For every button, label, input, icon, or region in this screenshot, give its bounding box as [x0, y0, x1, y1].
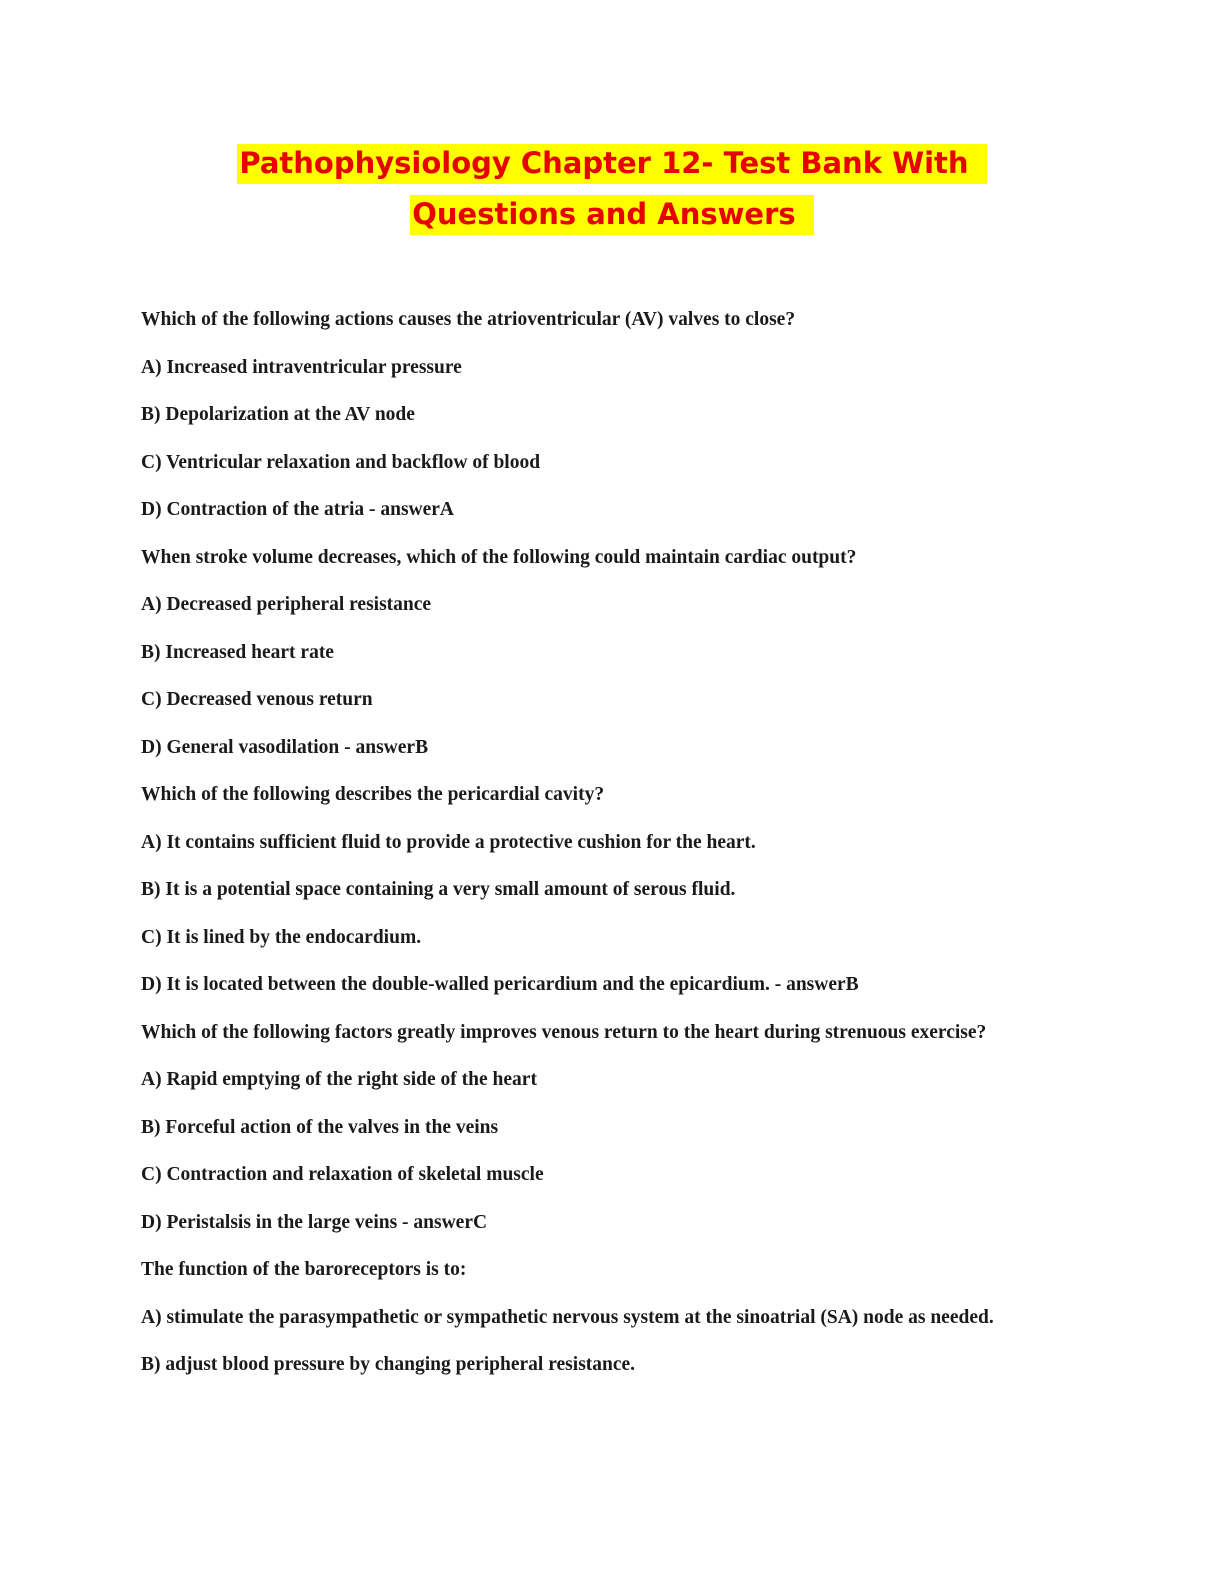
question-text: The function of the baroreceptors is to: [141, 1259, 467, 1280]
answer-option: D) Contraction of the atria - answerA [141, 499, 455, 520]
answer-option: B) Forceful action of the valves in the veins [141, 1116, 499, 1138]
answer-option: A) stimulate the parasympathetic or sympathetic nervous system at the sinoatrial (SA) node as needed. [141, 1306, 994, 1328]
question-block [141, 781, 1041, 999]
answer-option: B) Depolarization at the AV node [141, 404, 415, 425]
answer-option: D) Peristalsis in the large veins - answerC [141, 1211, 488, 1233]
title-line-1-text: Pathophysiology Chapter 12- Test Bank With [237, 144, 986, 184]
question-text: When stroke volume decreases, which of the following could maintain cardiac output? [141, 546, 857, 568]
title-line-1 [0, 138, 1224, 189]
answer-option: B) Increased heart rate [141, 641, 334, 663]
answer-option: D) General vasodilation - answerB [141, 736, 429, 758]
answer-option: C) Contraction and relaxation of skeletal muscle [141, 1164, 544, 1185]
question-block [141, 544, 1041, 762]
question-list [141, 306, 1041, 1399]
question-text: Which of the following factors greatly improves venous return to the heart during strenuous exercise? [141, 1021, 987, 1043]
question-block [141, 1256, 1041, 1379]
answer-option: D) It is located between the double-walled pericardium and the epicardium. - answerB [141, 974, 859, 995]
question-block [141, 306, 1041, 524]
question-text: Which of the following actions causes the atrioventricular (AV) valves to close? [141, 309, 796, 330]
answer-option: A) Decreased peripheral resistance [141, 594, 432, 615]
question-text: Which of the following describes the pericardial cavity? [141, 784, 605, 805]
document-title [0, 138, 1224, 240]
answer-option: A) It contains sufficient fluid to provide a protective cushion for the heart. [141, 831, 756, 853]
answer-option: B) adjust blood pressure by changing peripheral resistance. [141, 1354, 636, 1375]
title-line-2-text: Questions and Answers [410, 195, 814, 235]
title-line-2 [0, 189, 1224, 240]
answer-option: C) Ventricular relaxation and backflow of blood [141, 451, 541, 473]
answer-option: B) It is a potential space containing a very small amount of serous fluid. [141, 879, 736, 900]
question-block [141, 1019, 1041, 1237]
answer-option: C) Decreased venous return [141, 689, 373, 710]
answer-option: A) Rapid emptying of the right side of the heart [141, 1069, 537, 1090]
answer-option: C) It is lined by the endocardium. [141, 926, 422, 948]
answer-option: A) Increased intraventricular pressure [141, 356, 462, 378]
